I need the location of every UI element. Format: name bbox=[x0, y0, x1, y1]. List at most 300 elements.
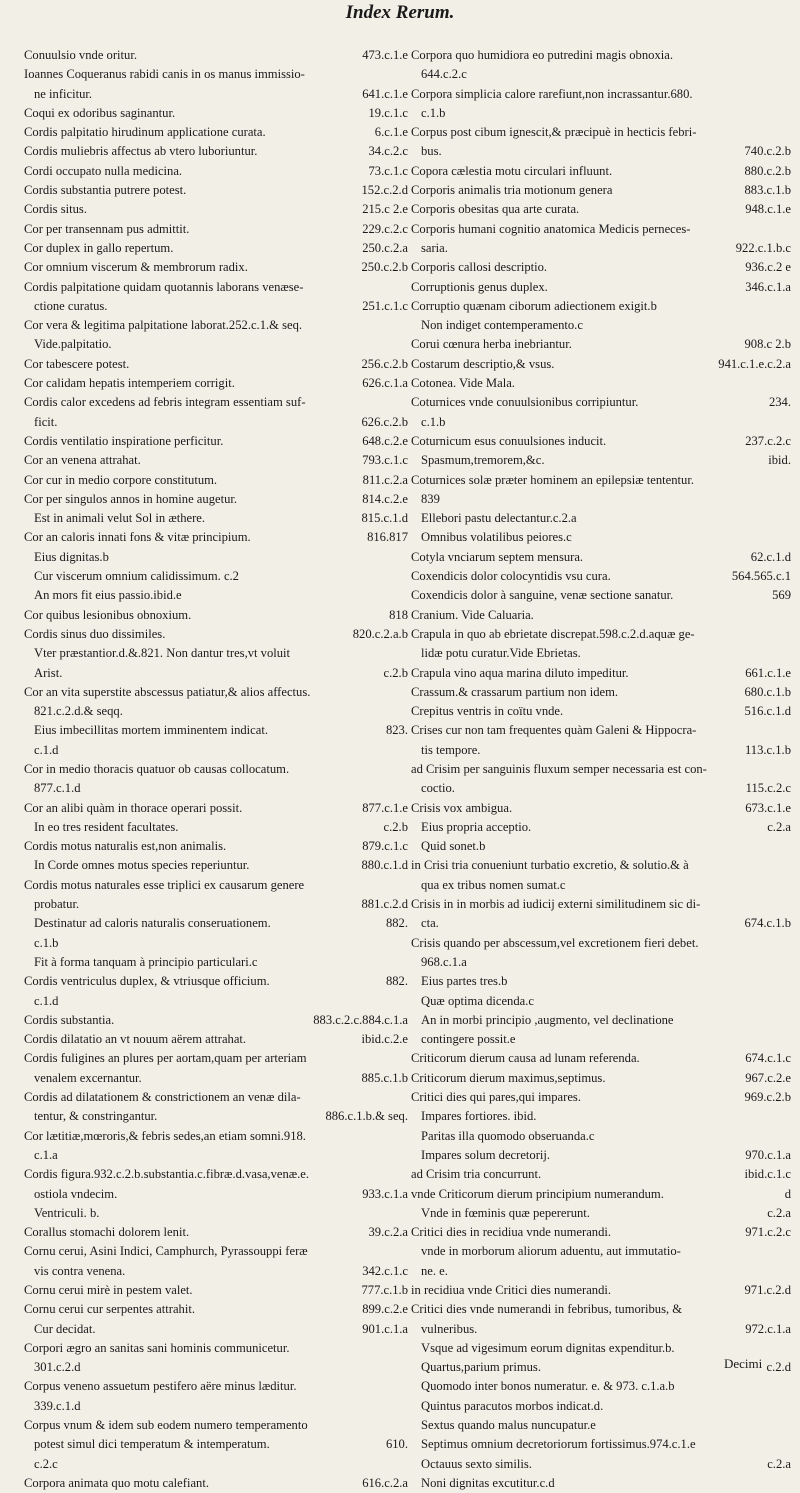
entry-text: Cordis muliebris affectus ab vtero luboriuntur. bbox=[24, 144, 258, 159]
entry-text: Cordis dilatatio an vt nouum aërem attrahat. bbox=[24, 1032, 247, 1047]
entry-text: Corporis humani cognitio anatomica Medicis perneces- bbox=[411, 221, 691, 236]
entry-reference: 39.c.2.a bbox=[368, 1225, 408, 1240]
entry-text: Cotyla vnciarum septem mensura. bbox=[411, 549, 584, 564]
entry-text: Crisis in in morbis ad iudicij externi similitudinem sic di- bbox=[411, 897, 701, 912]
entry-text: Cordis ad dilatationem & constrictionem an venæ dila- bbox=[24, 1090, 301, 1105]
entry-reference: 673.c.1.e bbox=[745, 800, 791, 815]
entry-text: Eius partes tres.b bbox=[421, 974, 508, 989]
index-entry bbox=[411, 509, 791, 528]
entry-text: probatur. bbox=[34, 897, 80, 912]
entry-text: Cordis fuligines an plures per aortam,quam per arteriam bbox=[24, 1051, 307, 1066]
index-entry bbox=[411, 1416, 791, 1435]
entry-reference: ibid.c.1.c bbox=[744, 1167, 791, 1182]
entry-reference: ibid. bbox=[768, 453, 791, 468]
entry-reference: 922.c.1.b.c bbox=[735, 240, 791, 255]
entry-text: Eius dignitas.b bbox=[34, 549, 109, 564]
index-entry bbox=[411, 1030, 791, 1049]
index-entry bbox=[24, 992, 408, 1011]
entry-reference: c.2.a bbox=[767, 1456, 791, 1471]
index-entry bbox=[24, 1281, 408, 1300]
index-entry bbox=[24, 258, 408, 277]
entry-reference: 811.c.2.a bbox=[362, 472, 408, 487]
index-entry bbox=[411, 799, 791, 818]
index-entry bbox=[24, 1397, 408, 1416]
entry-reference: 6.c.1.e bbox=[374, 125, 408, 140]
entry-text: Impares solum decretorij. bbox=[421, 1147, 551, 1162]
entry-text: c.1.d bbox=[34, 742, 59, 757]
index-entry bbox=[411, 1281, 791, 1300]
entry-text: Corporis obesitas qua arte curata. bbox=[411, 202, 580, 217]
index-entry bbox=[411, 200, 791, 219]
entry-text: Cordis ventilatio inspiratione perficitur. bbox=[24, 433, 224, 448]
entry-text: Corpora simplicia calore rarefiunt,non incrassantur.680. bbox=[411, 86, 693, 101]
index-entry bbox=[411, 664, 791, 683]
right-column bbox=[411, 46, 791, 1493]
index-entry bbox=[411, 837, 791, 856]
entry-reference: 674.c.1.c bbox=[745, 1051, 791, 1066]
index-entry bbox=[24, 1030, 408, 1049]
entry-text: potest simul dici temperatum & intemperatum. bbox=[34, 1437, 270, 1452]
entry-reference: 971.c.2.d bbox=[744, 1283, 791, 1297]
index-entry bbox=[24, 413, 408, 432]
entry-text: lidæ potu curatur.Vide Ebrietas. bbox=[421, 646, 581, 661]
index-entry bbox=[24, 1416, 408, 1435]
index-entry bbox=[411, 606, 791, 625]
entry-text: Cordis calor excedens ad febris integram essentiam suf- bbox=[24, 395, 306, 410]
entry-text: Cranium. Vide Caluaria. bbox=[411, 607, 534, 622]
entry-text: Vnde in fœminis quæ pepererunt. bbox=[421, 1205, 590, 1220]
entry-reference: c.2.b bbox=[383, 665, 408, 680]
entry-reference: 62.c.1.d bbox=[750, 549, 791, 564]
index-entry bbox=[411, 702, 791, 721]
entry-text: c.1.a bbox=[34, 1147, 58, 1162]
index-entry bbox=[411, 374, 791, 393]
entry-text: Cor quibus lesionibus obnoxium. bbox=[24, 607, 192, 622]
index-entry bbox=[411, 934, 791, 953]
entry-reference: 882. bbox=[385, 916, 408, 931]
entry-text: tentur, & constringantur. bbox=[34, 1109, 158, 1124]
entry-text: 839 bbox=[421, 491, 440, 506]
index-entry bbox=[24, 837, 408, 856]
index-entry bbox=[24, 1320, 408, 1339]
index-entry bbox=[411, 278, 791, 297]
entry-text: Corpori ægro an sanitas sani hominis communicetur. bbox=[24, 1340, 290, 1355]
index-entry bbox=[24, 393, 408, 412]
entry-text: 968.c.1.a bbox=[421, 954, 467, 969]
index-entry bbox=[411, 181, 791, 200]
entry-reference: 215.c 2.e bbox=[362, 202, 408, 217]
index-entry bbox=[411, 335, 791, 354]
index-entry bbox=[24, 528, 408, 547]
entry-text: cta. bbox=[421, 916, 439, 931]
entry-text: Crapula in quo ab ebrietate discrepat.598.c.2.d.aquæ ge- bbox=[411, 626, 695, 641]
entry-text: vnde in morborum aliorum aduentu, aut immutatio- bbox=[421, 1244, 681, 1259]
entry-text: contingere possit.e bbox=[421, 1032, 516, 1047]
index-entry bbox=[411, 779, 791, 798]
entry-text: Cor duplex in gallo repertum. bbox=[24, 240, 174, 255]
index-entry bbox=[411, 1262, 791, 1281]
index-entry bbox=[24, 625, 408, 644]
entry-text: Destinatur ad caloris naturalis conseruationem. bbox=[34, 916, 271, 931]
entry-text: Cor per transennam pus admittit. bbox=[24, 221, 190, 236]
entry-text: Criticorum dierum maximus,septimus. bbox=[411, 1070, 606, 1085]
entry-text: Conuulsio vnde oritur. bbox=[24, 48, 137, 62]
index-entry bbox=[24, 702, 408, 721]
entry-text: c.1.b bbox=[421, 414, 446, 429]
entry-text: 821.c.2.d.& seqq. bbox=[34, 704, 123, 719]
entry-text: Omnibus volatilibus peiores.c bbox=[421, 530, 572, 545]
index-entry bbox=[24, 1455, 408, 1474]
index-entry bbox=[24, 355, 408, 374]
entry-text: Cordis palpitatio hirudinum applicatione curata. bbox=[24, 125, 266, 140]
index-entry bbox=[411, 65, 791, 84]
entry-text: Cordis sinus duo dissimiles. bbox=[24, 626, 166, 641]
entry-text: Cor calidam hepatis intemperiem corrigit. bbox=[24, 376, 235, 391]
entry-reference: 641.c.1.e bbox=[362, 86, 408, 101]
entry-reference: 820.c.2.a.b bbox=[352, 626, 408, 641]
index-entry bbox=[411, 1069, 791, 1088]
entry-text: In eo tres resident facultates. bbox=[34, 819, 179, 834]
index-entry bbox=[411, 953, 791, 972]
index-entry bbox=[411, 856, 791, 875]
index-entry bbox=[411, 46, 791, 65]
index-entry bbox=[411, 220, 791, 239]
entry-reference: 814.c.2.e bbox=[362, 491, 408, 506]
entry-text: ne inficitur. bbox=[34, 86, 93, 101]
entry-text: ctione curatus. bbox=[34, 298, 108, 313]
entry-text: Critici dies vnde numerandi in febribus, tumoribus, & bbox=[411, 1302, 683, 1317]
entry-reference: 569 bbox=[772, 588, 791, 603]
index-entry bbox=[411, 992, 791, 1011]
entry-reference: 680.c.1.b bbox=[744, 684, 791, 699]
index-entry bbox=[24, 856, 408, 875]
index-entry bbox=[24, 1262, 408, 1281]
entry-reference: 237.c.2.c bbox=[745, 433, 791, 448]
index-entry bbox=[411, 972, 791, 991]
index-entry bbox=[411, 451, 791, 470]
index-entry bbox=[411, 1011, 791, 1030]
entry-text: Corpus vnum & idem sub eodem numero temperamento bbox=[24, 1418, 308, 1433]
entry-reference: c.2.d bbox=[766, 1360, 791, 1375]
index-entry bbox=[411, 1377, 791, 1396]
entry-text: Corporis callosi descriptio. bbox=[411, 260, 548, 275]
entry-text: Crises cur non tam frequentes quàm Galeni & Hippocra- bbox=[411, 723, 697, 738]
index-entry bbox=[24, 1069, 408, 1088]
entry-reference: 661.c.1.e bbox=[745, 665, 791, 680]
index-entry bbox=[24, 490, 408, 509]
entry-reference: 34.c.2.c bbox=[368, 144, 408, 159]
entry-reference: 883.c.2.c.884.c.1.a bbox=[313, 1012, 408, 1027]
entry-text: Paritas illa quomodo obseruanda.c bbox=[421, 1128, 595, 1143]
entry-text: Cor an caloris innati fons & vitæ principium. bbox=[24, 530, 251, 545]
entry-reference: 674.c.1.b bbox=[744, 916, 791, 931]
index-entry bbox=[24, 664, 408, 683]
index-entry bbox=[24, 220, 408, 239]
entry-text: Spasmum,tremorem,&c. bbox=[421, 453, 545, 468]
index-entry bbox=[411, 1455, 791, 1474]
entry-text: Crisis quando per abscessum,vel excretionem fieri debet. bbox=[411, 935, 699, 950]
entry-reference: 941.c.1.e.c.2.a bbox=[718, 356, 791, 371]
index-entry bbox=[24, 471, 408, 490]
entry-reference: 777.c.1.b bbox=[361, 1283, 408, 1297]
index-entry bbox=[411, 393, 791, 412]
entry-text: c.1.d bbox=[34, 993, 59, 1008]
index-entry bbox=[411, 1165, 791, 1184]
entry-reference: 815.c.1.d bbox=[361, 511, 408, 526]
entry-text: Cur decidat. bbox=[34, 1321, 96, 1336]
entry-text: ficit. bbox=[34, 414, 58, 429]
index-entry bbox=[411, 258, 791, 277]
index-entry bbox=[411, 1435, 791, 1454]
entry-reference: 879.c.1.c bbox=[362, 839, 408, 854]
entry-text: in Crisi tria conueniunt turbatio excretio, & solutio.& à bbox=[411, 858, 689, 873]
index-entry bbox=[24, 1204, 408, 1223]
entry-text: Critici dies qui pares,qui impares. bbox=[411, 1090, 581, 1105]
entry-text: vis contra venena. bbox=[34, 1263, 126, 1278]
entry-text: qua ex tribus nomen sumat.c bbox=[421, 877, 566, 892]
entry-text: Ioannes Coqueranus rabidi canis in os manus immissio- bbox=[24, 67, 305, 82]
entry-text: Quintus paracutos morbos indicat.d. bbox=[421, 1398, 604, 1413]
index-entry bbox=[24, 432, 408, 451]
entry-reference: 967.c.2.e bbox=[745, 1070, 791, 1085]
entry-reference: 256.c.2.b bbox=[361, 356, 408, 371]
index-entry bbox=[411, 1300, 791, 1319]
index-entry bbox=[411, 528, 791, 547]
entry-reference: 234. bbox=[768, 395, 791, 410]
index-entry bbox=[411, 413, 791, 432]
entry-text: Noni dignitas excutitur.c.d bbox=[421, 1475, 555, 1490]
entry-text: 301.c.2.d bbox=[34, 1360, 81, 1375]
index-entry bbox=[24, 799, 408, 818]
index-entry bbox=[24, 1242, 408, 1261]
index-entry bbox=[411, 586, 791, 605]
entry-text: An mors fit eius passio.ibid.e bbox=[34, 588, 182, 603]
index-entry bbox=[24, 1300, 408, 1319]
entry-text: Corpus post cibum ignescit,& præcipuè in hecticis febri- bbox=[411, 125, 697, 140]
index-entry bbox=[24, 509, 408, 528]
entry-reference: 346.c.1.a bbox=[745, 279, 791, 294]
entry-text: venalem excernantur. bbox=[34, 1070, 142, 1085]
entry-text: Costarum descriptio,& vsus. bbox=[411, 356, 555, 371]
entry-reference: 881.c.2.d bbox=[361, 897, 408, 912]
index-entry bbox=[24, 953, 408, 972]
entry-reference: 880.c.2.b bbox=[744, 163, 791, 178]
index-entry bbox=[24, 335, 408, 354]
index-entry bbox=[24, 721, 408, 740]
entry-reference: 970.c.1.a bbox=[745, 1147, 791, 1162]
entry-reference: c.2.a bbox=[767, 1205, 791, 1220]
entry-reference: 886.c.1.b.& seq. bbox=[325, 1109, 408, 1124]
index-entry bbox=[411, 432, 791, 451]
index-entry bbox=[411, 876, 791, 895]
entry-reference: 229.c.2.c bbox=[362, 221, 408, 236]
index-entry bbox=[24, 779, 408, 798]
entry-reference: 818 bbox=[389, 607, 408, 622]
entry-reference: 113.c.1.b bbox=[744, 742, 791, 757]
index-entry bbox=[24, 1165, 408, 1184]
entry-text: Coturnicum esus conuulsiones inducit. bbox=[411, 433, 607, 448]
index-entry bbox=[411, 490, 791, 509]
entry-reference: c.2.a bbox=[767, 819, 791, 834]
entry-text: Cor omnium viscerum & membrorum radix. bbox=[24, 260, 248, 275]
index-entry bbox=[411, 548, 791, 567]
index-entry bbox=[411, 1127, 791, 1146]
entry-text: 339.c.1.d bbox=[34, 1398, 81, 1413]
entry-reference: d bbox=[784, 1186, 791, 1201]
entry-text: Corruptio quænam ciborum adiectionem exigit.b bbox=[411, 298, 657, 313]
index-entry bbox=[24, 1358, 408, 1377]
entry-text: Coxendicis dolor à sanguine, venæ sectione sanatur. bbox=[411, 588, 674, 603]
entry-text: ne. e. bbox=[421, 1263, 448, 1278]
index-entry bbox=[411, 85, 791, 104]
index-entry bbox=[24, 1474, 408, 1493]
index-entry bbox=[24, 606, 408, 625]
index-entry bbox=[411, 1223, 791, 1242]
index-entry bbox=[24, 1339, 408, 1358]
entry-text: saria. bbox=[421, 240, 448, 255]
index-entry bbox=[24, 1435, 408, 1454]
index-entry bbox=[24, 1185, 408, 1204]
entry-text: Octauus sexto similis. bbox=[421, 1456, 532, 1471]
index-entry bbox=[24, 760, 408, 779]
entry-reference: 933.c.1.a bbox=[362, 1186, 408, 1201]
index-entry bbox=[24, 1127, 408, 1146]
index-entry bbox=[411, 239, 791, 258]
entry-text: Copora cælestia motu circulari influunt. bbox=[411, 163, 613, 178]
entry-text: Est in animali velut Sol in æthere. bbox=[34, 511, 206, 526]
entry-reference: 936.c.2 e bbox=[745, 260, 791, 275]
index-entry bbox=[411, 683, 791, 702]
index-entry bbox=[411, 123, 791, 142]
entry-text: Cornu cerui, Asini Indici, Camphurch, Pyrassouppi feræ bbox=[24, 1244, 308, 1259]
index-entry bbox=[24, 548, 408, 567]
entry-reference: 969.c.2.b bbox=[744, 1090, 791, 1105]
entry-text: Crisis vox ambigua. bbox=[411, 800, 513, 815]
entry-text: Impares fortiores. ibid. bbox=[421, 1109, 537, 1124]
entry-text: Ellebori pastu delectantur.c.2.a bbox=[421, 511, 577, 526]
entry-text: Cor cur in medio corpore constitutum. bbox=[24, 472, 218, 487]
index-entry bbox=[24, 316, 408, 335]
entry-text: 644.c.2.c bbox=[421, 67, 467, 82]
entry-reference: 626.c.1.a bbox=[362, 376, 408, 391]
entry-text: Critici dies in recidiua vnde numerandi. bbox=[411, 1225, 612, 1240]
index-entry bbox=[411, 316, 791, 335]
entry-text: Cor per singulos annos in homine augetur. bbox=[24, 491, 238, 506]
entry-reference: 899.c.2.e bbox=[362, 1302, 408, 1317]
entry-text: Vide.palpitatio. bbox=[34, 337, 112, 352]
entry-text: ad Crisim tria concurrunt. bbox=[411, 1167, 542, 1182]
entry-text: Coxendicis dolor colocyntidis vsu cura. bbox=[411, 569, 611, 584]
entry-reference: 250.c.2.b bbox=[361, 260, 408, 275]
entry-reference: 740.c.2.b bbox=[744, 144, 791, 159]
entry-text: 877.c.1.d bbox=[34, 781, 81, 796]
entry-text: Crapula vino aqua marina diluto impeditur. bbox=[411, 665, 629, 680]
index-entry bbox=[24, 278, 408, 297]
entry-reference: 473.c.1.e bbox=[362, 48, 408, 62]
index-entry bbox=[24, 683, 408, 702]
entry-text: Corallus stomachi dolorem lenit. bbox=[24, 1225, 190, 1240]
index-entry bbox=[411, 741, 791, 760]
entry-reference: 648.c.2.e bbox=[362, 433, 408, 448]
entry-reference: 908.c 2.b bbox=[744, 337, 791, 352]
entry-text: Ventriculi. b. bbox=[34, 1205, 100, 1220]
index-entry bbox=[24, 85, 408, 104]
entry-text: Corruptionis genus duplex. bbox=[411, 279, 548, 294]
index-entry bbox=[411, 104, 791, 123]
entry-reference: ibid.c.2.e bbox=[361, 1032, 408, 1047]
entry-reference: 115.c.2.c bbox=[745, 781, 791, 796]
index-entry bbox=[24, 200, 408, 219]
entry-reference: 626.c.2.b bbox=[361, 414, 408, 429]
entry-text: Cotonea. Vide Mala. bbox=[411, 376, 515, 391]
entry-text: ostiola vndecim. bbox=[34, 1186, 118, 1201]
entry-text: Cordis substantia. bbox=[24, 1012, 115, 1027]
entry-reference: c.2.b bbox=[383, 819, 408, 834]
entry-text: Corporis animalis tria motionum genera bbox=[411, 183, 613, 198]
entry-text: Cor an vita superstite abscessus patiatur,& alios affectus. bbox=[24, 684, 311, 699]
entry-text: Corpora animata quo motu calefiant. bbox=[24, 1475, 209, 1490]
entry-text: Cordis motus naturales esse triplici ex causarum genere bbox=[24, 877, 305, 892]
index-entry bbox=[411, 1397, 791, 1416]
entry-text: bus. bbox=[421, 144, 442, 159]
entry-text: c.1.b bbox=[421, 105, 446, 120]
index-entry bbox=[24, 586, 408, 605]
entry-text: Coturnices vnde conuulsionibus corripiuntur. bbox=[411, 395, 639, 410]
entry-reference: 948.c.1.e bbox=[745, 202, 791, 217]
entry-text: in recidiua vnde Critici dies numerandi. bbox=[411, 1283, 612, 1297]
entry-reference: 880.c.1.d bbox=[361, 858, 408, 873]
index-entry bbox=[24, 1088, 408, 1107]
index-entry bbox=[24, 1011, 408, 1030]
index-entry bbox=[24, 818, 408, 837]
catchword: Decimi bbox=[724, 1356, 763, 1371]
entry-text: Cordis figura.932.c.2.b.substantia.c.fibræ.d.vasa,venæ.e. bbox=[24, 1167, 310, 1182]
index-entry bbox=[24, 142, 408, 161]
entry-text: tis tempore. bbox=[421, 742, 481, 757]
entry-text: Arist. bbox=[34, 665, 63, 680]
index-entry bbox=[24, 123, 408, 142]
entry-reference: 250.c.2.a bbox=[362, 240, 408, 255]
entry-text: Quid sonet.b bbox=[421, 839, 486, 854]
entry-text: Non indiget contemperamento.c bbox=[421, 318, 583, 333]
index-entry bbox=[411, 625, 791, 644]
page-title: Index Rerum. bbox=[345, 2, 455, 23]
entry-text: Fit à forma tanquam à principio particulari.c bbox=[34, 954, 258, 969]
index-entry bbox=[411, 818, 791, 837]
entry-text: Cordis situs. bbox=[24, 202, 87, 217]
index-entry bbox=[24, 876, 408, 895]
entry-text: Corui cœnura herba inebriantur. bbox=[411, 337, 572, 352]
index-entry bbox=[411, 1242, 791, 1261]
index-entry bbox=[24, 972, 408, 991]
index-entry bbox=[24, 46, 408, 65]
index-entry bbox=[24, 914, 408, 933]
entry-reference: 152.c.2.d bbox=[361, 183, 408, 198]
entry-text: Quomodo inter bonos numeratur. e. & 973. c.1.a.b bbox=[421, 1379, 675, 1394]
index-entry bbox=[411, 162, 791, 181]
entry-text: Crassum.& crassarum partium non idem. bbox=[411, 684, 619, 699]
index-entry bbox=[411, 142, 791, 161]
entry-text: Septimus omnium decretoriorum fortissimus.974.c.1.e bbox=[421, 1437, 696, 1452]
index-entry bbox=[24, 1146, 408, 1165]
entry-text: Criticorum dierum causa ad lunam referenda. bbox=[411, 1051, 640, 1066]
entry-text: c.2.c bbox=[34, 1456, 58, 1471]
left-column bbox=[24, 46, 408, 1493]
index-entry bbox=[411, 1107, 791, 1126]
index-entry bbox=[24, 451, 408, 470]
index-entry bbox=[24, 1223, 408, 1242]
entry-text: vnde Criticorum dierum principium numerandum. bbox=[411, 1186, 664, 1201]
